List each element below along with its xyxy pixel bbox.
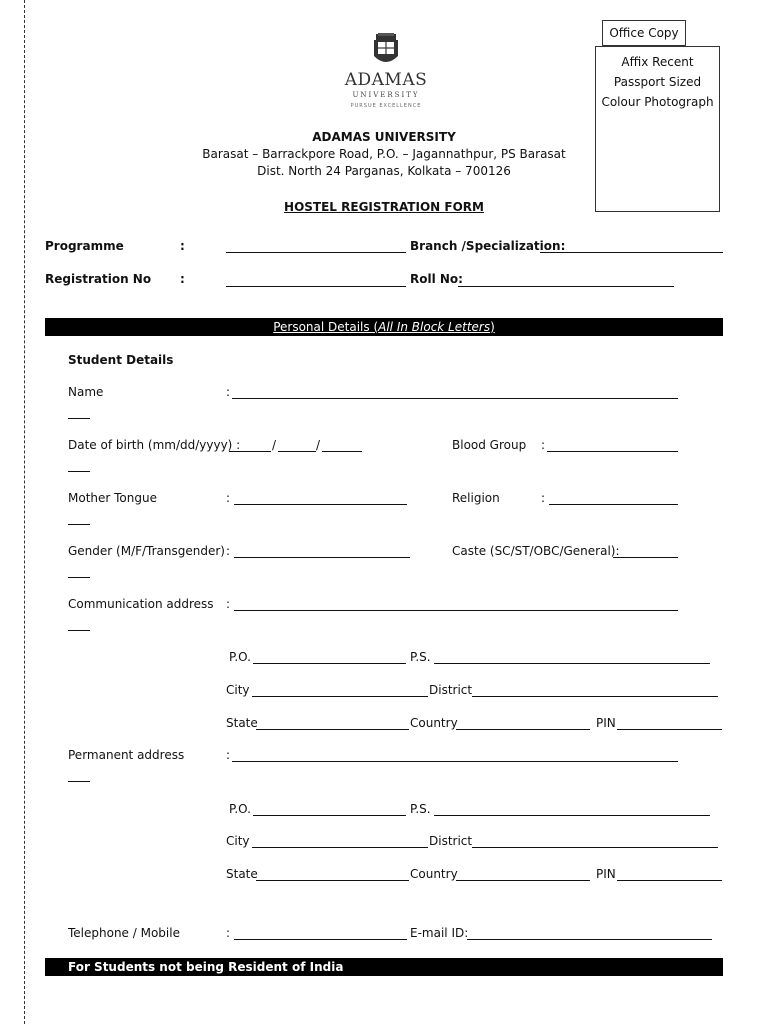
perm-country-label: Country (410, 867, 458, 881)
mother-tongue-colon: : (226, 491, 231, 505)
email-label: E-mail ID: (410, 926, 469, 940)
dob-month-field[interactable] (229, 451, 271, 452)
address-line1: Barasat – Barrackpore Road, P.O. – Jagannathpur, PS Barasat (202, 147, 566, 161)
comm-pin-field[interactable] (617, 729, 722, 730)
mother-tongue-label: Mother Tongue (68, 491, 157, 505)
branch-field[interactable] (540, 252, 723, 253)
programme-field[interactable] (226, 252, 406, 253)
blood-group-colon: : (541, 438, 546, 452)
mother-tongue-field[interactable] (234, 504, 407, 505)
dob-year-field[interactable] (322, 451, 362, 452)
religion-field[interactable] (549, 504, 678, 505)
name-colon: : (226, 385, 231, 399)
perm-po-label: P.O. (229, 802, 251, 816)
telephone-field[interactable] (234, 939, 407, 940)
religion-colon: : (541, 491, 546, 505)
comm-po-field[interactable] (253, 663, 406, 664)
name-label: Name (68, 385, 104, 399)
permanent-address-label: Permanent address (68, 748, 185, 762)
comm-district-field[interactable] (472, 696, 718, 697)
separator-mark (68, 471, 90, 472)
branch-label: Branch /Specialization: (410, 239, 566, 253)
programme-label: Programme (45, 239, 124, 253)
separator-mark (68, 577, 90, 578)
roll-no-label: Roll No: (410, 272, 463, 286)
logo-sub: UNIVERSITY (352, 91, 420, 99)
student-details-heading: Student Details (68, 353, 174, 367)
perm-pin-label: PIN (596, 867, 616, 881)
comm-city-label: City (226, 683, 250, 697)
telephone-colon: : (226, 926, 231, 940)
roll-no-field[interactable] (458, 286, 674, 287)
comm-country-label: Country (410, 716, 458, 730)
perm-state-label: State (226, 867, 258, 881)
permanent-address-field[interactable] (232, 761, 678, 762)
crest-icon (338, 30, 434, 70)
perm-city-field[interactable] (252, 847, 428, 848)
communication-address-colon: : (226, 597, 231, 611)
separator-mark (68, 524, 90, 525)
comm-state-label: State (226, 716, 258, 730)
separator-mark (68, 630, 90, 631)
gender-field[interactable] (234, 557, 410, 558)
photo-box[interactable] (595, 46, 720, 212)
personal-details-prefix: Personal Details ( (273, 320, 379, 334)
separator-mark (68, 418, 90, 419)
comm-ps-label: P.S. (410, 650, 431, 664)
personal-details-bar (45, 318, 723, 336)
name-field[interactable] (232, 398, 678, 399)
registration-no-field[interactable] (226, 286, 406, 287)
comm-state-field[interactable] (256, 729, 409, 730)
perm-city-label: City (226, 834, 250, 848)
comm-country-field[interactable] (456, 729, 590, 730)
dob-day-field[interactable] (278, 451, 316, 452)
separator-mark (68, 781, 90, 782)
non-resident-bar: For Students not being Resident of India (45, 958, 723, 976)
registration-no-label: Registration No (45, 272, 152, 286)
perm-state-field[interactable] (256, 880, 409, 881)
comm-district-label: District (429, 683, 473, 697)
personal-details-suffix: ) (490, 320, 495, 334)
email-field[interactable] (467, 939, 712, 940)
comm-po-label: P.O. (229, 650, 251, 664)
telephone-label: Telephone / Mobile (68, 926, 180, 940)
photo-box-line3: Colour Photograph (601, 95, 714, 109)
gender-label: Gender (M/F/Transgender) (68, 544, 225, 558)
perm-ps-field[interactable] (434, 815, 710, 816)
perm-district-label: District (429, 834, 473, 848)
caste-field[interactable] (613, 557, 678, 558)
dob-sep2: / (316, 438, 321, 452)
logo-name: ADAMAS (344, 70, 428, 90)
caste-label: Caste (SC/ST/OBC/General): (452, 544, 620, 558)
perm-po-field[interactable] (253, 815, 406, 816)
comm-city-field[interactable] (252, 696, 428, 697)
blood-group-label: Blood Group (452, 438, 527, 452)
dob-sep1: / (272, 438, 277, 452)
comm-ps-field[interactable] (434, 663, 710, 664)
university-name: ADAMAS UNIVERSITY (312, 130, 456, 144)
communication-address-label: Communication address (68, 597, 214, 611)
personal-details-italic: All In Block Letters (378, 320, 491, 334)
university-logo (338, 30, 434, 112)
communication-address-field[interactable] (234, 610, 678, 611)
blood-group-field[interactable] (547, 451, 678, 452)
religion-label: Religion (452, 491, 500, 505)
office-copy-label: Office Copy (602, 20, 686, 46)
form-title: HOSTEL REGISTRATION FORM (284, 200, 484, 214)
photo-box-line2: Passport Sized (613, 75, 702, 89)
gender-colon: : (226, 544, 231, 558)
address-line2: Dist. North 24 Parganas, Kolkata – 700126 (257, 164, 511, 178)
photo-box-line1: Affix Recent (621, 55, 694, 69)
programme-colon: : (180, 239, 185, 253)
logo-tagline: PURSUE EXCELLENCE (350, 103, 422, 109)
perm-country-field[interactable] (456, 880, 590, 881)
permanent-address-colon: : (226, 748, 231, 762)
perm-ps-label: P.S. (410, 802, 431, 816)
registration-no-colon: : (180, 272, 185, 286)
perm-district-field[interactable] (472, 847, 718, 848)
comm-pin-label: PIN (596, 716, 616, 730)
perm-pin-field[interactable] (617, 880, 722, 881)
dob-label: Date of birth (mm/dd/yyyy) : (68, 438, 241, 452)
